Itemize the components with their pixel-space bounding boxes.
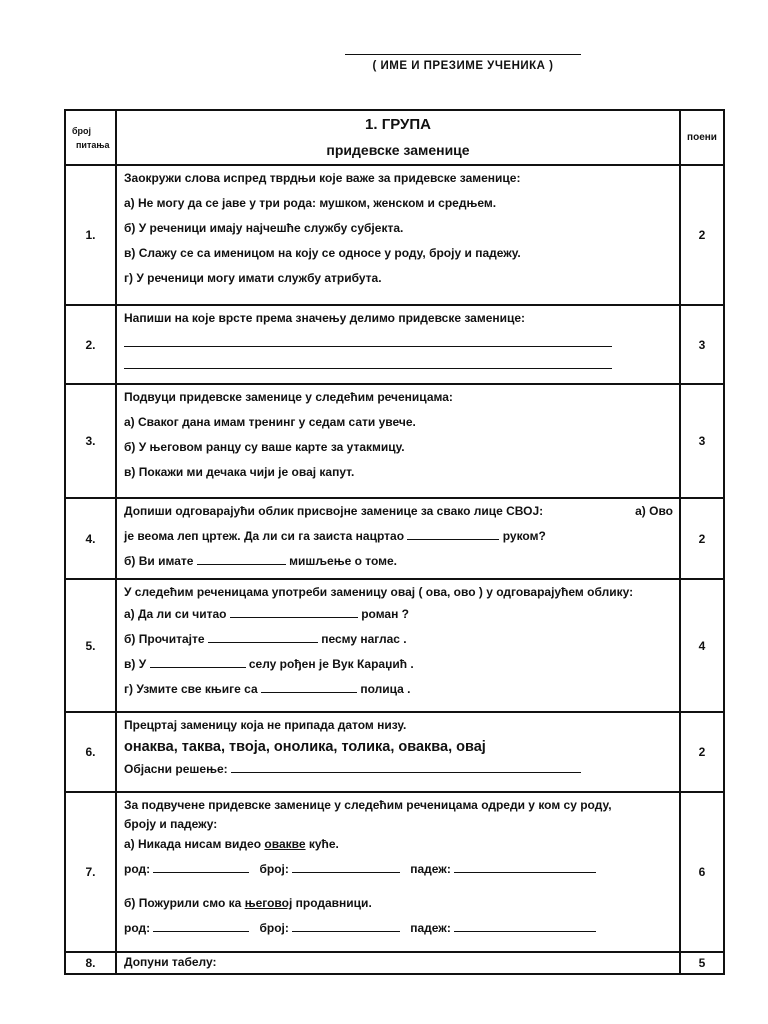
sentence-a[interactable]: а) Сваког дана имам тренинг у седам сати увече. — [124, 415, 416, 429]
question-number: 5. — [65, 579, 116, 712]
item-a-label: а) Ово — [635, 504, 673, 518]
item-c-line — [124, 656, 673, 681]
table-header-row — [65, 110, 724, 165]
question-points: 3 — [680, 305, 724, 384]
test-table — [64, 109, 725, 975]
item-text: а) Да ли си читао — [124, 607, 227, 621]
item-b-line — [124, 553, 673, 578]
sentence-b[interactable]: б) У његовом ранцу су ваше карте за утакмицу. — [124, 440, 405, 454]
question-row-5 — [65, 579, 724, 712]
column-header-question-line2: питања — [76, 139, 110, 150]
answer-line[interactable] — [124, 357, 612, 369]
question-body — [116, 305, 680, 384]
question-instruction: Заокружи слова испред тврдњи које важе за придевске заменице: — [124, 171, 521, 185]
item-text: г) Узмите све књиге са — [124, 682, 258, 696]
answer-blank[interactable] — [208, 631, 318, 643]
item-text: а) Никада нисам видео — [124, 837, 262, 851]
item-a-line — [124, 606, 673, 631]
question-points: 4 — [680, 579, 724, 712]
explain-line — [124, 761, 673, 786]
question-points: 5 — [680, 952, 724, 974]
item-d-line — [124, 681, 673, 706]
item-b-text: б) Ви имате — [124, 554, 194, 568]
item-end: песму наглас . — [321, 632, 407, 646]
question-body — [116, 498, 680, 579]
question-number: 6. — [65, 712, 116, 792]
item-b-line — [124, 895, 673, 920]
item-b-line — [124, 631, 673, 656]
answer-blank[interactable] — [261, 681, 357, 693]
question-number: 2. — [65, 305, 116, 384]
question-instruction-line — [124, 503, 673, 528]
answer-blank[interactable] — [407, 528, 499, 540]
answer-blank[interactable] — [197, 553, 286, 565]
question-instruction: Допуни табелу: — [124, 955, 217, 969]
question-body — [116, 952, 680, 974]
column-header-question-line1: број — [72, 125, 92, 136]
statement-c[interactable]: в) Слажу се са именицом на коју се односе у роду, броју и падежу. — [124, 246, 521, 260]
test-subtitle: придевске заменице — [326, 142, 470, 158]
question-points: 2 — [680, 498, 724, 579]
question-points: 2 — [680, 712, 724, 792]
item-a-line — [124, 528, 673, 553]
question-points: 3 — [680, 384, 724, 498]
item-b-end: мишљење о томе. — [289, 554, 398, 568]
item-a-end: руком? — [502, 529, 546, 543]
question-number: 4. — [65, 498, 116, 579]
answer-line[interactable] — [124, 335, 612, 347]
explain-label: Објасни решење: — [124, 762, 228, 776]
question-body — [116, 165, 680, 305]
underlined-pronoun: овакве — [264, 837, 306, 851]
question-instruction: Подвуци придевске заменице у следећим реченицама: — [124, 390, 453, 404]
question-row-3 — [65, 384, 724, 498]
item-end: селу рођен је Вук Караџић . — [248, 657, 414, 671]
question-instruction: У следећим реченицама употреби заменицу овај ( ова, ово ) у одговарајућем облику: — [124, 585, 634, 599]
question-body — [116, 712, 680, 792]
answer-blank[interactable] — [231, 761, 581, 773]
column-header-points: поени — [680, 110, 724, 165]
item-a-line — [124, 836, 673, 861]
question-instruction: Напиши на које врсте према значењу делимо придевске заменице: — [124, 311, 526, 325]
number-label: број: — [259, 862, 289, 876]
question-number: 3. — [65, 384, 116, 498]
question-body — [116, 792, 680, 952]
question-body — [116, 579, 680, 712]
statement-a[interactable]: а) Не могу да се јаве у три рода: мушком, женском и средњем. — [124, 196, 497, 210]
case-label: падеж: — [410, 921, 451, 935]
student-name-block — [345, 48, 581, 72]
item-b-answers — [124, 920, 673, 945]
question-instruction: За подвучене придевске заменице у следећим реченицама одреди у ком су роду, — [124, 798, 612, 812]
item-end: продавници. — [295, 896, 372, 910]
question-row-4 — [65, 498, 724, 579]
student-name-line[interactable] — [345, 48, 581, 55]
test-title: 1. ГРУПА — [365, 116, 431, 133]
item-a-answers — [124, 861, 673, 895]
case-label: падеж: — [410, 862, 451, 876]
question-instruction: Прецртај заменицу која не припада датом низу. — [124, 718, 407, 732]
word-series[interactable]: онаква, таква, твоја, онолика, толика, оваква, овај — [124, 739, 486, 755]
item-end: куће. — [308, 837, 339, 851]
case-blank[interactable] — [454, 861, 596, 873]
question-body — [116, 384, 680, 498]
question-row-1 — [65, 165, 724, 305]
question-number: 7. — [65, 792, 116, 952]
question-points: 6 — [680, 792, 724, 952]
question-row-2 — [65, 305, 724, 384]
number-blank[interactable] — [292, 920, 400, 932]
item-end: роман ? — [361, 607, 410, 621]
answer-blank[interactable] — [230, 606, 358, 618]
question-points: 2 — [680, 165, 724, 305]
question-number: 8. — [65, 952, 116, 974]
column-header-question-number — [65, 110, 116, 165]
statement-b[interactable]: б) У реченици имају најчешће службу субјекта. — [124, 221, 404, 235]
number-blank[interactable] — [292, 861, 400, 873]
gender-blank[interactable] — [153, 920, 249, 932]
question-number: 1. — [65, 165, 116, 305]
item-text: б) Пожурили смо ка — [124, 896, 242, 910]
question-instruction-cont: броју и падежу: — [124, 817, 218, 831]
test-title-cell — [116, 110, 680, 165]
number-label: број: — [259, 921, 289, 935]
gender-label: род: — [124, 921, 151, 935]
item-end: полица . — [360, 682, 411, 696]
statement-d[interactable]: г) У реченици могу имати службу атрибута. — [124, 271, 382, 285]
sentence-c[interactable]: в) Покажи ми дечака чији је овај капут. — [124, 465, 355, 479]
question-instruction: Допиши одговарајући облик присвојне заменице за свако лице СВОЈ: — [124, 504, 544, 518]
question-row-7 — [65, 792, 724, 952]
student-name-caption: ( ИМЕ И ПРЕЗИМЕ УЧЕНИКА ) — [372, 60, 554, 72]
underlined-pronoun: његовој — [244, 896, 293, 910]
item-text: б) Прочитајте — [124, 632, 205, 646]
answer-blank[interactable] — [150, 656, 246, 668]
item-text: в) У — [124, 657, 147, 671]
question-row-6 — [65, 712, 724, 792]
gender-label: род: — [124, 862, 151, 876]
gender-blank[interactable] — [153, 861, 249, 873]
question-row-8 — [65, 952, 724, 974]
case-blank[interactable] — [454, 920, 596, 932]
item-a-text: је веома леп цртеж. Да ли си га заиста нацртао — [124, 529, 405, 543]
